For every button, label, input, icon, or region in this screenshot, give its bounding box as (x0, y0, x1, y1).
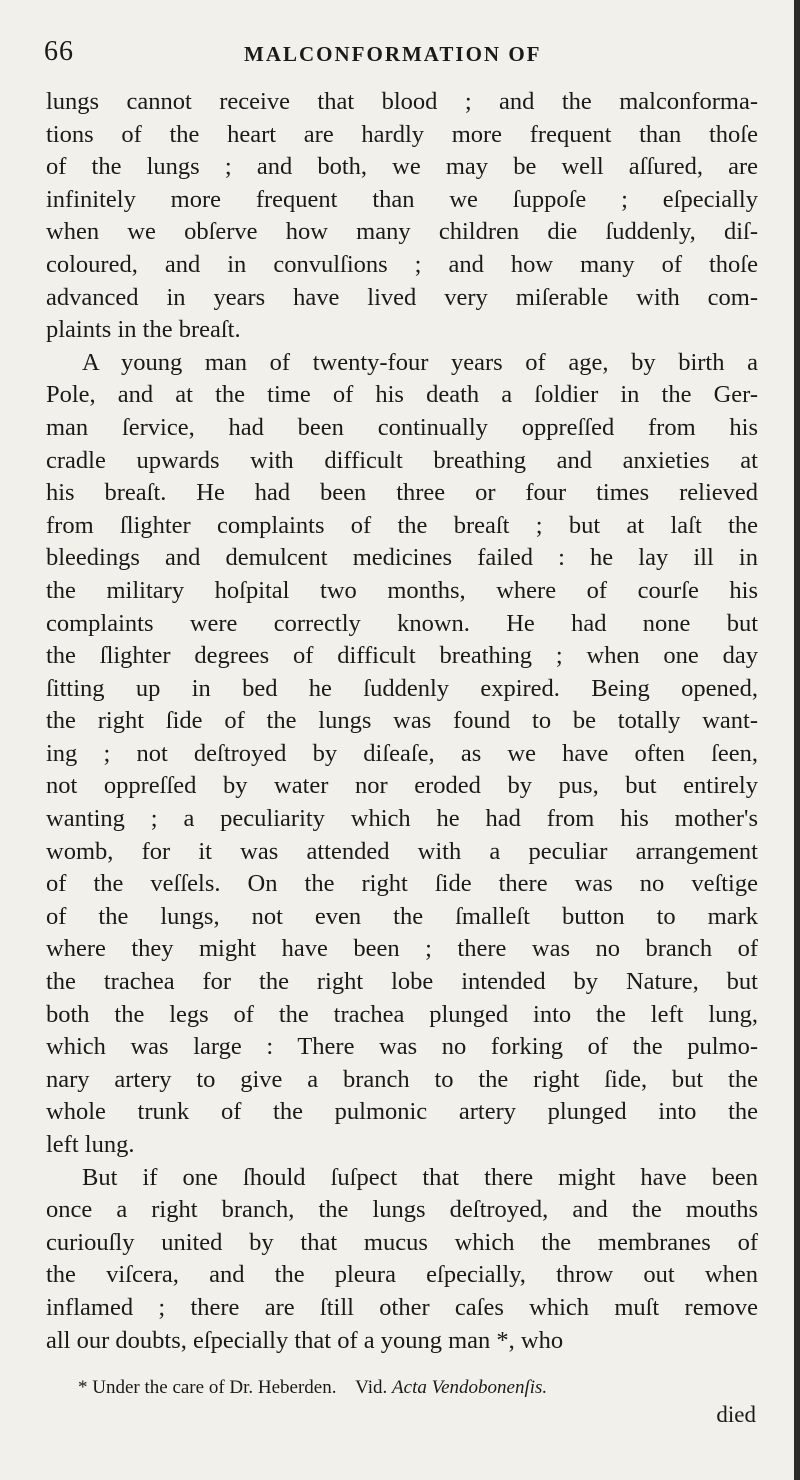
text-line: advanced in years have lived very miſerable with com- (46, 283, 758, 311)
text-line: tions of the heart are hardly more frequent than thoſe (46, 120, 758, 148)
text-line: ſitting up in bed he ſuddenly expired. Being opened, (46, 674, 758, 702)
text-line: cradle upwards with difficult breathing and anxieties at (46, 446, 758, 474)
text-line: his breaſt. He had been three or four times relieved (46, 479, 758, 507)
page-number: 66 (44, 36, 74, 67)
text-line: of the lungs ; and both, we may be well aſſured, are (46, 153, 758, 181)
text-line: infinitely more frequent than we ſuppoſe ; eſpecially (46, 185, 758, 213)
text-line: man ſervice, had been continually oppreſſed from his (46, 413, 758, 441)
text-line: all our doubts, eſpecially that of a young man *, who (46, 1326, 564, 1354)
paragraph (46, 347, 758, 1162)
text-line: left lung. (46, 1131, 135, 1158)
footnote-ref-prefix: Vid. (355, 1377, 388, 1398)
text-line: the viſcera, and the pleura eſpecially, throw out when (46, 1261, 758, 1289)
text-line: of the veſſels. On the right ſide there was no veſtige (46, 870, 758, 898)
text-line: complaints were correctly known. He had none but (46, 609, 758, 637)
text-line: womb, for it was attended with a peculiar arrangement (46, 837, 758, 865)
text-line: wanting ; a peculiarity which he had from his mother's (46, 805, 758, 833)
text-line: from ſlighter complaints of the breaſt ; but at laſt the (46, 511, 758, 539)
paragraph (46, 86, 758, 347)
text-line: bleedings and demulcent medicines failed : he lay ill in (46, 544, 758, 572)
text-line: of the lungs, not even the ſmalleſt button to mark (46, 902, 758, 930)
paragraph (46, 1162, 758, 1358)
footnote-text: * Under the care of Dr. Heberden. (78, 1377, 337, 1398)
page-header (44, 36, 756, 76)
text-line: A young man of twenty-four years of age, by birth a (82, 348, 758, 376)
text-line: coloured, and in convulſions ; and how many of thoſe (46, 250, 758, 278)
text-line: once a right branch, the lungs deſtroyed, and the mouths (46, 1196, 758, 1224)
footnote (78, 1376, 758, 1400)
running-head: MALCONFORMATION OF (244, 42, 542, 66)
text-line: Pole, and at the time of his death a ſoldier in the Ger- (46, 381, 758, 409)
text-line: nary artery to give a branch to the right ſide, but the (46, 1065, 758, 1093)
text-line: But if one ſhould ſuſpect that there might have been (82, 1163, 758, 1191)
text-line: whole trunk of the pulmonic artery plunged into the (46, 1098, 758, 1126)
text-line: curiouſly united by that mucus which the membranes of (46, 1228, 758, 1256)
text-line: the military hoſpital two months, where of courſe his (46, 576, 758, 604)
text-line: plaints in the breaſt. (46, 316, 241, 344)
text-line: which was large : There was no forking of the pulmo- (46, 1033, 758, 1061)
body-text (46, 86, 758, 1357)
text-line: the right ſide of the lungs was found to be totally want- (46, 707, 758, 735)
text-line: when we obſerve how many children die ſuddenly, diſ- (46, 218, 758, 246)
text-line: lungs cannot receive that blood ; and the malconforma- (46, 88, 758, 115)
text-line: where they might have been ; there was no branch of (46, 935, 758, 963)
text-line: not oppreſſed by water nor eroded by pus, but entirely (46, 772, 758, 800)
footnote-ref-title: Acta Vendobonenſis. (392, 1377, 548, 1398)
text-line: both the legs of the trachea plunged into the left lung, (46, 1000, 758, 1028)
text-line: inflamed ; there are ſtill other caſes which muſt remove (46, 1293, 758, 1321)
text-line: the ſlighter degrees of difficult breathing ; when one day (46, 642, 758, 670)
catchword: died (716, 1402, 756, 1427)
text-line: the trachea for the right lobe intended by Nature, but (46, 968, 758, 996)
text-line: ing ; not deſtroyed by diſeaſe, as we have often ſeen, (46, 739, 758, 767)
page-edge-shadow (794, 0, 800, 1480)
